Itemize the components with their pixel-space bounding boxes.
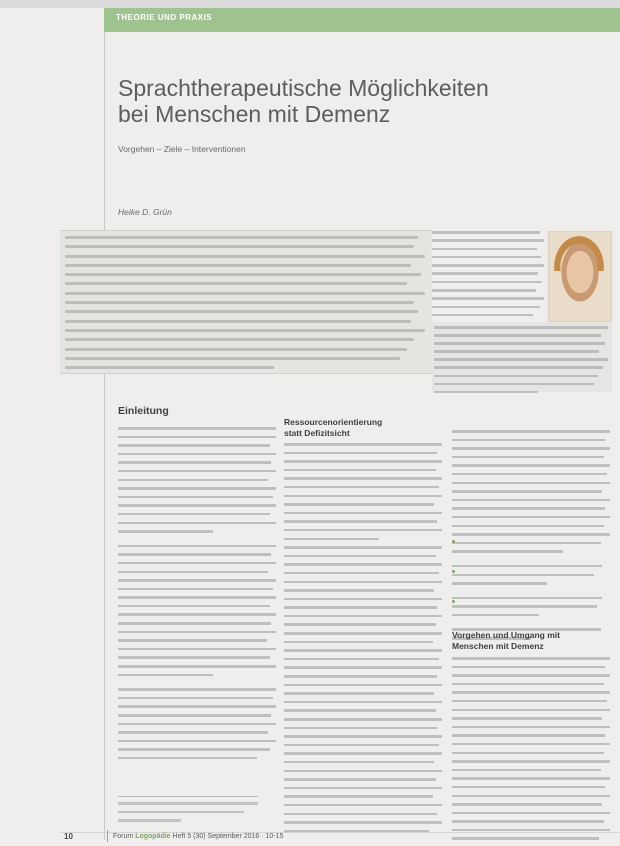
column-divider [104, 32, 105, 840]
footer-citation [113, 833, 283, 840]
issue-info: Heft 5 (30) September 2016 · 10-15 [172, 833, 284, 840]
author-photo-hair [550, 231, 608, 271]
journal-logo: Logopädie [135, 833, 171, 840]
bullet-marker [452, 600, 455, 603]
scan-edge [0, 0, 620, 8]
body-column-3-continued [452, 657, 610, 846]
pullquote [118, 802, 258, 828]
pullquote-rule [118, 796, 258, 797]
section-label: THEORIE UND PRAXIS [116, 13, 213, 22]
body-column-1 [118, 427, 276, 766]
author-bio-continued [434, 326, 608, 399]
bullet-marker [452, 540, 455, 543]
heading-vorgehen [452, 630, 602, 652]
bullet-marker [452, 570, 455, 573]
article-subtitle: Vorgehen – Ziele – Interventionen [118, 144, 246, 154]
abstract-text [65, 236, 425, 375]
heading-vorgehen-line-2: Menschen mit Demenz [452, 641, 544, 651]
body-column-3 [452, 430, 610, 646]
author-name: Heike D. Grün [118, 207, 172, 217]
title-line-2: bei Menschen mit Demenz [118, 101, 391, 127]
heading-ressourcen [284, 417, 434, 439]
heading-ressourcen-line-1: Ressourcenorientierung [284, 417, 383, 427]
title-line-1: Sprachtherapeutische Möglichkeiten [118, 75, 489, 101]
footer-separator [107, 830, 108, 842]
heading-vorgehen-line-1: Vorgehen und Umgang mit [452, 630, 560, 640]
article-title [118, 75, 518, 127]
page-number: 10 [64, 832, 73, 841]
heading-ressourcen-line-2: statt Defizitsicht [284, 428, 350, 438]
heading-einleitung: Einleitung [118, 405, 169, 417]
journal-prefix: Forum [113, 833, 134, 840]
body-column-2 [284, 443, 442, 838]
